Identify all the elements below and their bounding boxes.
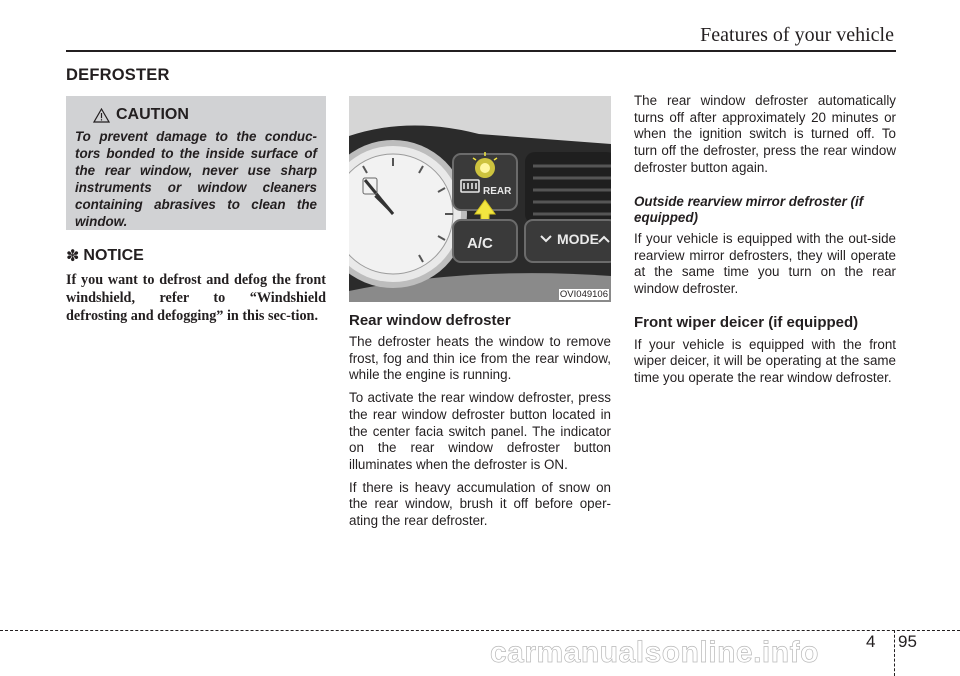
wiper-deicer-paragraph: If your vehicle is equipped with the front wiper deicer, it will be operating at the same time you operate the rear window defroster. <box>634 336 896 386</box>
figure-code: OVI049106 <box>559 289 608 300</box>
caution-header <box>93 106 317 124</box>
middle-column <box>349 96 611 536</box>
footer-separator <box>894 630 895 676</box>
ac-label: A/C <box>467 235 493 252</box>
rear-defroster-paragraph-2: To activate the rear window defroster, press the rear window defroster button located in the center facia switch panel. The indicator on the rear window defroster button illuminates when the defroster is ON. <box>349 390 611 472</box>
left-column <box>66 96 326 326</box>
wiper-deicer-heading: Front wiper deicer (if equipped) <box>634 313 859 331</box>
mode-label: MODE <box>557 231 599 247</box>
section-title: DEFROSTER <box>66 66 170 84</box>
control-panel-illustration <box>349 96 611 302</box>
running-header: Features of your vehicle <box>700 24 894 46</box>
page-number: 95 <box>898 632 917 651</box>
footer-rule <box>0 630 960 631</box>
header-rule <box>66 50 896 52</box>
caution-box <box>66 96 326 230</box>
notice-block <box>66 246 326 326</box>
notice-text: If you want to defrost and defog the front windshield, refer to “Windshield defrosting and defogging” in this sec-tion. <box>66 272 326 325</box>
right-column <box>634 93 896 393</box>
rear-defroster-paragraph-1: The defroster heats the window to remove frost, fog and thin ice from the rear window, while the engine is running. <box>349 334 611 383</box>
caution-title: CAUTION <box>116 106 189 123</box>
caution-text: To prevent damage to the conduc-tors bonded to the inside surface of the rear window, never use sharp instruments or window cleaners containing abrasives to clean the window. <box>75 129 317 229</box>
mirror-defroster-heading: Outside rearview mirror defroster (if equipped) <box>634 193 864 226</box>
rear-defroster-heading: Rear window defroster <box>349 312 511 329</box>
warning-triangle-icon <box>93 108 110 123</box>
mirror-defroster-paragraph: If your vehicle is equipped with the out-side rearview mirror defrosters, they will operate at the same time you turn on the rear window defroster. <box>634 230 896 297</box>
notice-star-icon: ✽ <box>66 248 80 265</box>
defroster-figure <box>349 96 611 302</box>
rear-defroster-paragraph-3: If there is heavy accumulation of snow on the rear window, brush it off before oper-ating the rear defroster. <box>349 479 611 529</box>
rear-defroster-paragraph-4: The rear window defroster automatically turns off after approximately 20 minutes or when the ignition switch is turned off. To turn off the defroster, press the rear window defroster button again. <box>634 93 896 175</box>
rear-label: REAR <box>483 186 512 197</box>
watermark: carmanualsonline.info <box>490 636 819 669</box>
notice-title: NOTICE <box>83 247 144 264</box>
chapter-number: 4 <box>866 632 876 651</box>
notice-header <box>66 246 326 266</box>
